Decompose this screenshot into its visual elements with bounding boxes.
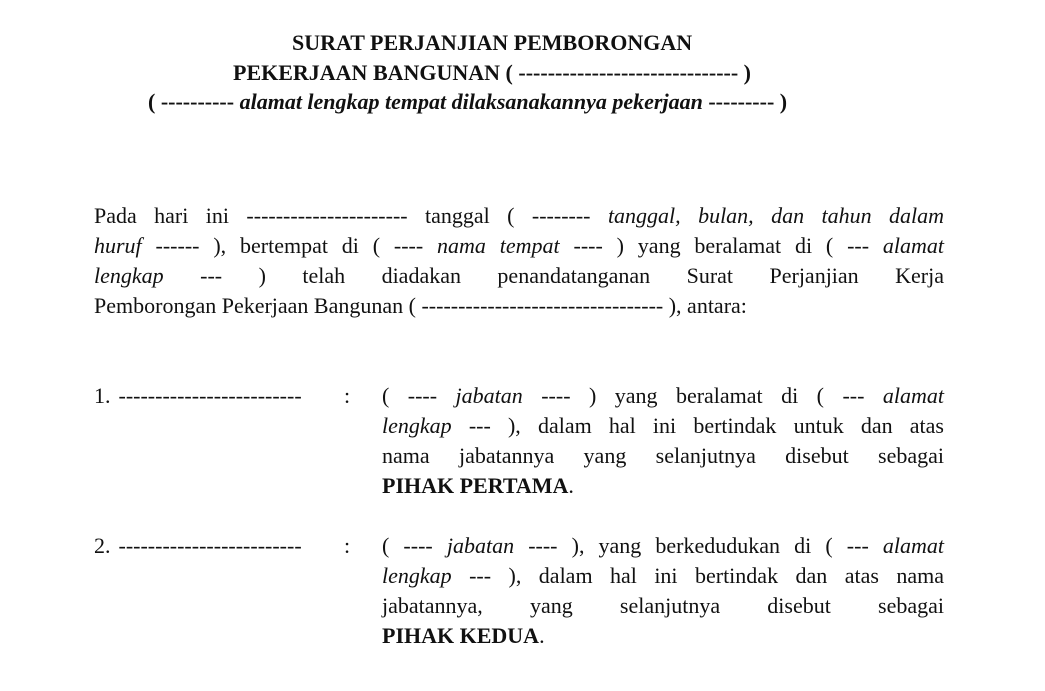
title-line-3-open: ( ---------- [148, 89, 235, 114]
party-desc-line [382, 531, 944, 561]
party-text: ( ---- [382, 533, 433, 558]
party-position-placeholder: jabatan [455, 383, 523, 408]
party-text: --- ), dalam hal ini bertindak dan atas nama [469, 563, 945, 588]
title-line-1: SURAT PERJANJIAN PEMBORONGAN [292, 30, 693, 55]
party-description-2 [382, 531, 944, 651]
party-number-2 [94, 531, 302, 561]
party-colon: : [344, 383, 351, 408]
intro-text: Pada hari ini ---------------------- tanggal ( -------- [94, 203, 591, 228]
party-text: ( ---- [382, 383, 438, 408]
party-desc-line [382, 621, 944, 651]
party-role-label: PIHAK KEDUA [382, 623, 540, 648]
title-line-2: PEKERJAAN BANGUNAN ( ------------------------------ ) [233, 60, 751, 85]
party-position-placeholder: jabatan [446, 533, 515, 558]
party-role-label: PIHAK PERTAMA [382, 473, 569, 498]
title-line-3 [148, 88, 787, 116]
party-desc-line [382, 411, 944, 441]
party-desc-line: jabatannya, yang selanjutnya disebut sebagai [382, 593, 944, 618]
party-text: . [539, 623, 545, 648]
party-description-1 [382, 381, 944, 501]
intro-address-placeholder: alamat [882, 233, 945, 258]
party-address-placeholder: alamat [882, 533, 945, 558]
party-colon: : [344, 533, 351, 558]
intro-date-placeholder: tanggal, bulan, dan tahun dalam [607, 203, 945, 228]
party-text: ---- ), yang berkedudukan di ( --- [528, 533, 869, 558]
intro-place-placeholder: nama tempat [437, 233, 560, 258]
party-lengkap: lengkap [382, 413, 452, 438]
intro-text: ------ ), bertempat di ( ---- [155, 233, 424, 258]
party-name-placeholder: ------------------------- [118, 533, 302, 558]
intro-text: ---- ) yang beralamat di ( --- [573, 233, 870, 258]
intro-line-1 [94, 201, 944, 231]
intro-line-4: Pemborongan Pekerjaan Bangunan ( --------------------------------- ), antara: [94, 293, 747, 318]
intro-paragraph [94, 201, 944, 321]
title-line-3-close: --------- ) [708, 89, 788, 114]
title-line-3-address: alamat lengkap tempat dilaksanakannya pekerjaan [239, 89, 703, 114]
intro-huruf: huruf [94, 233, 142, 258]
party-text: . [568, 473, 574, 498]
intro-text: --- ) telah diadakan penandatanganan Surat Perjanjian Kerja [200, 263, 945, 288]
party-desc-line [382, 561, 944, 591]
intro-lengkap: lengkap [94, 263, 164, 288]
party-number: 2. [94, 533, 111, 558]
party-number: 1. [94, 383, 111, 408]
party-name-placeholder: ------------------------- [118, 383, 302, 408]
intro-line-3 [94, 261, 944, 291]
party-lengkap: lengkap [382, 563, 452, 588]
intro-line-2 [94, 231, 944, 261]
party-text: --- ), dalam hal ini bertindak untuk dan atas [468, 413, 944, 438]
party-text: ---- ) yang beralamat di ( --- [541, 383, 865, 408]
party-desc-line: nama jabatannya yang selanjutnya disebut sebagai [382, 443, 944, 468]
party-address-placeholder: alamat [882, 383, 945, 408]
party-desc-line [382, 471, 944, 501]
party-desc-line [382, 381, 944, 411]
party-number-1 [94, 381, 302, 411]
